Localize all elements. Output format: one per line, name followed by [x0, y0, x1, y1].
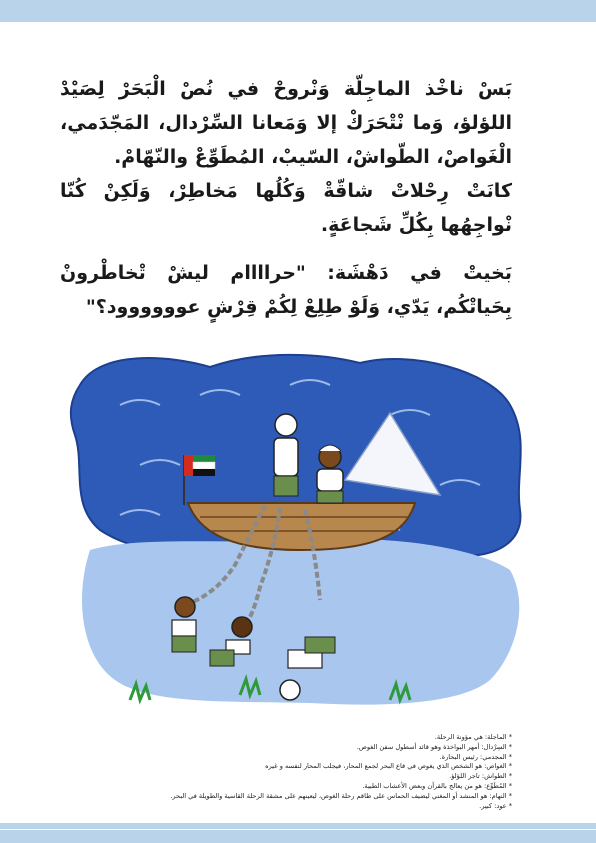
footnote: * المجدمي: رئيس البحارة. [439, 752, 512, 761]
bottom-band-stripe [0, 829, 596, 830]
footnote: * النهام: هو المنشد أو المغني ليضيف الحماس على طاقم رحلة الغوص، ليعينهم على مشقة الرحلة القاسية والطويلة في البحر. [170, 791, 512, 800]
story-paragraph-3: بَخيتْ في دَهْشَة: "حراااام ليشْ تْخاطْرونْ بِحَياتْكُم، يَدّي، وَلَوْ طِلِعْ لِكُمْ قِرْشٍ عوووووود؟" [60, 262, 512, 318]
footnote: * المُطَوِّع: هو من يعالج بالقرآن وبعض الأعشاب الطبية. [362, 781, 512, 790]
pearl-diving-illustration [60, 345, 530, 725]
footnote: * عود: كبير. [479, 801, 512, 810]
sailor-turban [317, 445, 343, 503]
footnote: * الغواص: هو الشخص الذي يغوص في قاع البحر لجمع المحار، فيجلب المحار لنفسه و غيره [265, 762, 512, 771]
footnote: * السِرْدال: أمهر البواخذة وهو قائد أسطول سفن الغوص. [356, 742, 512, 751]
footnote: * الماجلة: هي مؤونة الرحلة. [434, 733, 512, 741]
bottom-band [0, 823, 596, 843]
diver [172, 597, 196, 652]
story-paragraph-2: كانَتْ رِحْلاتْ شاقّةْ وَكُلُها مَخاطِرْ، وَلَكِنْ كُنّا نْواجِهُها بِكُلِّ شَجاعَةٍ. [60, 180, 512, 236]
story-text [60, 72, 512, 324]
footnotes [170, 733, 512, 811]
top-band [0, 0, 596, 22]
sailor-standing [274, 414, 298, 496]
shallow-water [82, 539, 519, 705]
story-paragraph-1: بَسْ ناخْذ الماجِلّة وَنْروحْ في نُصْ الْبَحَرْ لِصَيْدْ اللؤلؤ، وَما نْتْحَرَكْ إلا وَمَعانا السِّرْدال، المَجّدَمي، الْغَواصْ، الطّواشْ، السّيبْ، المُطَوِّعْ والنّهّامْ. [60, 78, 512, 168]
footnote: * الطواش: تاجر اللؤلؤ. [449, 772, 512, 781]
